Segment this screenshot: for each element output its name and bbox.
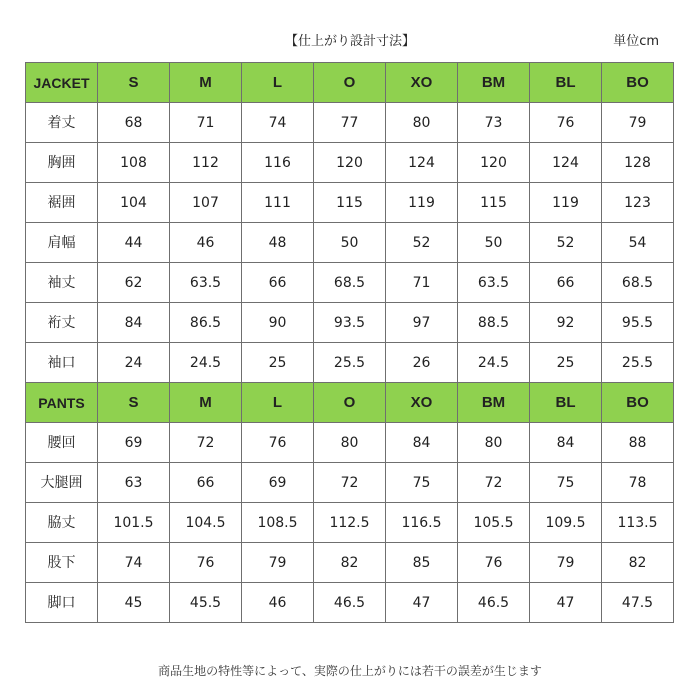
table-cell: 46.5	[458, 583, 530, 623]
table-cell: 119	[386, 183, 458, 223]
table-row	[26, 543, 674, 583]
table-cell: 66	[170, 463, 242, 503]
table-cell: 71	[386, 263, 458, 303]
table-cell: 25.5	[602, 343, 674, 383]
table-cell: 68.5	[602, 263, 674, 303]
table-cell: 84	[386, 423, 458, 463]
table-cell: 119	[530, 183, 602, 223]
table-cell: 120	[314, 143, 386, 183]
table-row	[26, 143, 674, 183]
table-cell: 104.5	[170, 503, 242, 543]
table-cell: 74	[242, 103, 314, 143]
row-label: 袖丈	[26, 263, 98, 303]
table-row	[26, 263, 674, 303]
table-cell: 85	[386, 543, 458, 583]
table-cell: 90	[242, 303, 314, 343]
table-cell: 82	[602, 543, 674, 583]
table-row	[26, 583, 674, 623]
table-cell: 46	[242, 583, 314, 623]
size-header-cell: BO	[602, 383, 674, 423]
jacket-section-label: JACKET	[26, 63, 98, 103]
table-row	[26, 183, 674, 223]
table-cell: 112.5	[314, 503, 386, 543]
table-cell: 25	[530, 343, 602, 383]
table-cell: 104	[98, 183, 170, 223]
table-cell: 71	[170, 103, 242, 143]
table-cell: 82	[314, 543, 386, 583]
table-cell: 24.5	[458, 343, 530, 383]
table-cell: 108.5	[242, 503, 314, 543]
size-header-cell: S	[98, 63, 170, 103]
table-cell: 66	[242, 263, 314, 303]
table-cell: 95.5	[602, 303, 674, 343]
table-cell: 69	[242, 463, 314, 503]
table-cell: 75	[530, 463, 602, 503]
table-cell: 76	[458, 543, 530, 583]
table-cell: 72	[170, 423, 242, 463]
page-title: 【仕上がり設計寸法】	[284, 34, 415, 49]
row-label: 裄丈	[26, 303, 98, 343]
table-cell: 124	[386, 143, 458, 183]
table-cell: 63	[98, 463, 170, 503]
table-cell: 80	[458, 423, 530, 463]
size-header-cell: BL	[530, 383, 602, 423]
size-header-cell: XO	[386, 63, 458, 103]
table-cell: 79	[242, 543, 314, 583]
table-cell: 84	[530, 423, 602, 463]
table-cell: 47	[386, 583, 458, 623]
table-cell: 73	[458, 103, 530, 143]
table-cell: 45	[98, 583, 170, 623]
table-cell: 63.5	[458, 263, 530, 303]
table-cell: 116	[242, 143, 314, 183]
table-cell: 52	[386, 223, 458, 263]
table-row	[26, 423, 674, 463]
size-header-cell: BM	[458, 63, 530, 103]
table-cell: 44	[98, 223, 170, 263]
table-cell: 25	[242, 343, 314, 383]
size-header-cell: S	[98, 383, 170, 423]
row-label: 裾囲	[26, 183, 98, 223]
table-cell: 26	[386, 343, 458, 383]
table-row	[26, 303, 674, 343]
table-cell: 78	[602, 463, 674, 503]
row-label: 胸囲	[26, 143, 98, 183]
table-cell: 46.5	[314, 583, 386, 623]
table-cell: 80	[386, 103, 458, 143]
table-cell: 113.5	[602, 503, 674, 543]
unit-label: 単位cm	[613, 34, 659, 49]
table-cell: 47.5	[602, 583, 674, 623]
table-cell: 72	[458, 463, 530, 503]
table-cell: 120	[458, 143, 530, 183]
size-header-cell: L	[242, 63, 314, 103]
table-cell: 46	[170, 223, 242, 263]
size-header-cell: L	[242, 383, 314, 423]
size-header-cell: BL	[530, 63, 602, 103]
table-row	[26, 463, 674, 503]
row-label: 股下	[26, 543, 98, 583]
size-header-cell: O	[314, 383, 386, 423]
table-cell: 111	[242, 183, 314, 223]
size-header-cell: BM	[458, 383, 530, 423]
table-row	[26, 503, 674, 543]
table-cell: 47	[530, 583, 602, 623]
table-cell: 101.5	[98, 503, 170, 543]
table-cell: 115	[314, 183, 386, 223]
table-cell: 75	[386, 463, 458, 503]
table-cell: 107	[170, 183, 242, 223]
table-cell: 123	[602, 183, 674, 223]
row-label: 大腿囲	[26, 463, 98, 503]
footnote: 商品生地の特性等によって、実際の仕上がりには若干の誤差が生じます	[158, 664, 542, 678]
table-cell: 97	[386, 303, 458, 343]
table-cell: 105.5	[458, 503, 530, 543]
table-cell: 48	[242, 223, 314, 263]
size-header-cell: M	[170, 63, 242, 103]
row-label: 腰回	[26, 423, 98, 463]
size-header-cell: O	[314, 63, 386, 103]
table-cell: 50	[314, 223, 386, 263]
pants-section-label: PANTS	[26, 383, 98, 423]
table-cell: 62	[98, 263, 170, 303]
size-header-cell: BO	[602, 63, 674, 103]
table-cell: 79	[602, 103, 674, 143]
table-cell: 25.5	[314, 343, 386, 383]
row-label: 脚口	[26, 583, 98, 623]
row-label: 着丈	[26, 103, 98, 143]
table-cell: 109.5	[530, 503, 602, 543]
table-cell: 108	[98, 143, 170, 183]
row-label: 脇丈	[26, 503, 98, 543]
table-cell: 45.5	[170, 583, 242, 623]
table-cell: 76	[170, 543, 242, 583]
size-header-cell: M	[170, 383, 242, 423]
table-cell: 52	[530, 223, 602, 263]
size-header-cell: XO	[386, 383, 458, 423]
table-cell: 93.5	[314, 303, 386, 343]
row-label: 肩幅	[26, 223, 98, 263]
row-label: 袖口	[26, 343, 98, 383]
table-cell: 69	[98, 423, 170, 463]
table-row	[26, 343, 674, 383]
table-cell: 76	[242, 423, 314, 463]
table-cell: 24	[98, 343, 170, 383]
table-row	[26, 223, 674, 263]
table-cell: 74	[98, 543, 170, 583]
table-cell: 68	[98, 103, 170, 143]
table-cell: 24.5	[170, 343, 242, 383]
table-cell: 92	[530, 303, 602, 343]
table-cell: 86.5	[170, 303, 242, 343]
table-cell: 112	[170, 143, 242, 183]
table-cell: 54	[602, 223, 674, 263]
pants-header-row	[26, 383, 674, 423]
table-cell: 76	[530, 103, 602, 143]
size-table	[25, 62, 674, 623]
table-cell: 116.5	[386, 503, 458, 543]
table-cell: 79	[530, 543, 602, 583]
table-cell: 88	[602, 423, 674, 463]
table-cell: 84	[98, 303, 170, 343]
table-cell: 50	[458, 223, 530, 263]
table-row	[26, 103, 674, 143]
table-cell: 77	[314, 103, 386, 143]
jacket-header-row	[26, 63, 674, 103]
table-cell: 128	[602, 143, 674, 183]
table-cell: 80	[314, 423, 386, 463]
table-cell: 68.5	[314, 263, 386, 303]
table-cell: 124	[530, 143, 602, 183]
table-cell: 72	[314, 463, 386, 503]
table-cell: 63.5	[170, 263, 242, 303]
table-cell: 88.5	[458, 303, 530, 343]
table-cell: 66	[530, 263, 602, 303]
table-cell: 115	[458, 183, 530, 223]
